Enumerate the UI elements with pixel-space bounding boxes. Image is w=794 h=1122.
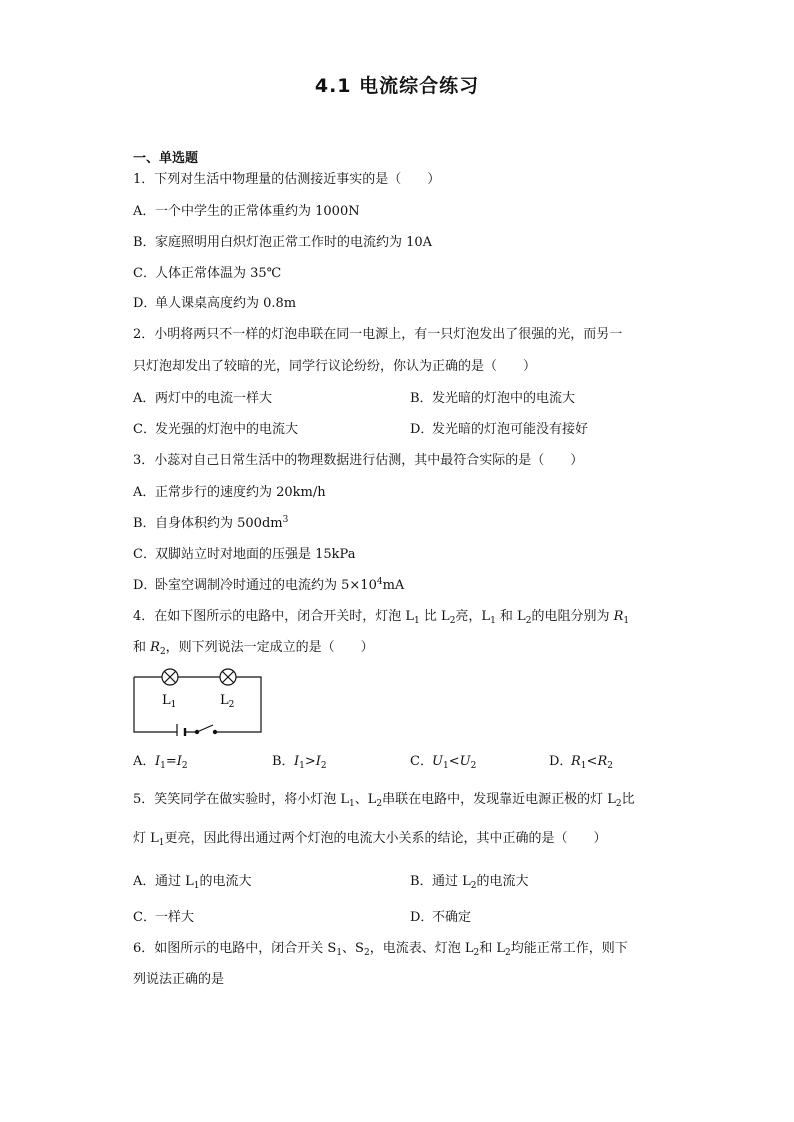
subscript: 1 xyxy=(442,761,449,771)
option-label: A． xyxy=(133,754,156,769)
q4-option-b[interactable] xyxy=(272,754,327,770)
stem-text: 比 xyxy=(621,792,635,807)
option-label: A． xyxy=(133,874,156,889)
lamp-l1-label: $L_1$ xyxy=(162,693,177,710)
subscript: 1 xyxy=(490,616,496,626)
option-text: 的电流大 xyxy=(476,874,529,889)
subscript: 2 xyxy=(320,761,327,771)
stem-text: 和 L xyxy=(495,609,526,624)
subscript: 1 xyxy=(336,948,343,958)
subscript: 2 xyxy=(504,948,511,958)
subscript: 2 xyxy=(473,948,480,958)
superscript: 3 xyxy=(282,515,289,525)
stem-text: 、S xyxy=(342,941,364,956)
option-text: 人体正常体温为 35℃ xyxy=(155,266,282,281)
question-4-stem-line-1 xyxy=(133,609,629,625)
stem-text: 5．笑笑同学在做实验时，将小灯泡 L xyxy=(133,792,350,807)
option-unit: mA xyxy=(382,578,405,593)
subscript: 2 xyxy=(470,881,477,891)
q5-option-b[interactable] xyxy=(410,874,529,890)
subscript: 1 xyxy=(193,881,200,891)
option-label: D． xyxy=(133,296,157,311)
option-label: D． xyxy=(410,422,434,437)
superscript: 4 xyxy=(376,577,383,587)
option-label: A． xyxy=(133,204,156,219)
option-label: B． xyxy=(133,516,156,531)
battery-icon xyxy=(177,724,185,736)
subscript: 2 xyxy=(525,616,532,626)
variable: R xyxy=(150,640,160,655)
lamp-l2-icon xyxy=(220,669,236,685)
option-text: 卧室空调制冷时通过的电流约为 5×10 xyxy=(155,578,377,593)
option-label: A． xyxy=(133,485,156,500)
option-label: B． xyxy=(410,391,433,406)
q5-option-c[interactable] xyxy=(133,910,194,926)
subscript: 2 xyxy=(181,761,188,771)
option-label: D． xyxy=(133,578,157,593)
q5-option-a[interactable] xyxy=(133,874,252,890)
variable: I xyxy=(155,754,161,769)
stem-text: ，电流表、灯泡 L xyxy=(369,941,474,956)
q4-option-c[interactable] xyxy=(410,754,476,770)
variable: I xyxy=(176,754,182,769)
q2-option-c[interactable] xyxy=(133,422,298,438)
option-text: 不确定 xyxy=(432,910,472,925)
option-label: C． xyxy=(133,422,156,437)
stem-text: 比 L xyxy=(419,609,450,624)
subscript: 1 xyxy=(580,761,587,771)
q1-option-a[interactable] xyxy=(133,204,360,220)
q4-option-d[interactable] xyxy=(549,754,613,770)
subscript: 2 xyxy=(470,761,477,771)
option-label: C． xyxy=(133,910,156,925)
option-label: D． xyxy=(549,754,573,769)
stem-text: 、L xyxy=(354,792,377,807)
option-text: 通过 L xyxy=(155,874,194,889)
operator: < xyxy=(586,754,598,769)
subscript: 2 xyxy=(607,761,613,771)
question-6-stem-line-2: 列说法正确的是 xyxy=(133,972,225,987)
stem-text: 均能正常工作，则下 xyxy=(510,941,628,956)
stem-text: ，则下列说法一定成立的是（ ） xyxy=(165,640,374,655)
option-label: C． xyxy=(133,547,156,562)
operator: = xyxy=(165,754,177,769)
operator: > xyxy=(304,754,316,769)
variable: I xyxy=(294,754,300,769)
q3-option-d[interactable] xyxy=(133,578,404,594)
q3-option-a[interactable] xyxy=(133,485,326,501)
option-text: 单人课桌高度约为 0.8m xyxy=(155,296,297,311)
variable: R xyxy=(597,754,608,769)
q4-option-a[interactable] xyxy=(133,754,188,770)
q5-option-d[interactable] xyxy=(410,910,471,926)
stem-text: 亮，L xyxy=(455,609,491,624)
option-text: 一样大 xyxy=(155,910,195,925)
stem-text: 更亮，因此得出通过两个灯泡的电流大小关系的结论，其中正确的是（ ） xyxy=(164,831,607,846)
subscript: 2 xyxy=(159,647,166,657)
stem-text: 的电阻分别为 xyxy=(531,609,614,624)
option-text: 的电流大 xyxy=(199,874,252,889)
option-text: 一个中学生的正常体重约为 1000N xyxy=(155,204,360,219)
option-text: 发光强的灯泡中的电流大 xyxy=(155,422,299,437)
question-3-stem: 3．小蕊对自己日常生活中的物理数据进行估测，其中最符合实际的是（ ） xyxy=(133,453,584,468)
variable: R xyxy=(613,609,624,624)
section-heading: 一、单选题 xyxy=(133,151,199,166)
q2-option-b[interactable] xyxy=(410,391,575,407)
variable: I xyxy=(315,754,321,769)
option-label: B． xyxy=(410,874,433,889)
q1-option-b[interactable] xyxy=(133,235,432,251)
subscript: 2 xyxy=(449,616,456,626)
subscript: 1 xyxy=(349,799,355,809)
question-5-stem-line-1 xyxy=(133,792,635,808)
option-text: 发光暗的灯泡中的电流大 xyxy=(432,391,576,406)
stem-text: 和 L xyxy=(479,941,505,956)
stem-text: 灯 L xyxy=(133,831,159,846)
option-text: 自身体积约为 500dm xyxy=(155,516,283,531)
q3-option-c[interactable] xyxy=(133,547,355,563)
stem-text: 和 xyxy=(133,640,151,655)
lamp-l1-icon xyxy=(162,669,178,685)
subscript: 1 xyxy=(158,838,165,848)
lamp-l2-label: $L_2$ xyxy=(220,693,235,710)
variable: R xyxy=(571,754,581,769)
stem-text: 6．如图所示的电路中，闭合开关 S xyxy=(133,941,337,956)
q1-option-d[interactable] xyxy=(133,296,296,312)
question-6-stem-line-1 xyxy=(133,941,628,957)
question-2-stem-line-2: 只灯泡却发出了较暗的光，同学行议论纷纷，你认为正确的是（ ） xyxy=(133,359,537,374)
option-text: 正常步行的速度约为 20km/h xyxy=(155,485,326,500)
q3-option-b[interactable] xyxy=(133,516,288,532)
option-text: 家庭照明用白炽灯泡正常工作时的电流约为 10A xyxy=(155,235,433,250)
option-label: C． xyxy=(133,266,156,281)
q2-option-d[interactable] xyxy=(410,422,588,438)
stem-text: 串联在电路中，发现靠近电源正极的灯 L xyxy=(382,792,616,807)
circuit-wires xyxy=(134,677,261,732)
operator: < xyxy=(448,754,460,769)
option-label: B． xyxy=(272,754,295,769)
question-4-stem-line-2 xyxy=(133,640,374,656)
subscript: 2 xyxy=(615,799,622,809)
q1-option-c[interactable] xyxy=(133,266,281,282)
stem-text: 4．在如下图所示的电路中，闭合开关时，灯泡 L xyxy=(133,609,415,624)
option-text: 双脚站立时对地面的压强是 15kPa xyxy=(155,547,356,562)
subscript: 1 xyxy=(160,761,166,771)
switch-icon xyxy=(195,725,216,734)
series-circuit-diagram xyxy=(133,668,263,736)
variable: U xyxy=(459,754,471,769)
option-text: 通过 L xyxy=(432,874,471,889)
q2-option-a[interactable] xyxy=(133,391,272,407)
subscript: 1 xyxy=(623,616,630,626)
option-text: 两灯中的电流一样大 xyxy=(155,391,273,406)
subscript: 2 xyxy=(376,799,383,809)
subscript: 1 xyxy=(414,616,420,626)
page-title: 4.1 电流综合练习 xyxy=(314,75,480,97)
option-label: A． xyxy=(133,391,156,406)
variable: U xyxy=(432,754,443,769)
option-label: B． xyxy=(133,235,156,250)
subscript: 2 xyxy=(363,948,370,958)
question-2-stem-line-1: 2．小明将两只不一样的灯泡串联在同一电源上，有一只灯泡发出了很强的光，而另一 xyxy=(133,327,623,342)
option-label: C． xyxy=(410,754,433,769)
question-1-stem: 1．下列对生活中物理量的估测接近事实的是（ ） xyxy=(133,172,441,187)
question-5-stem-line-2 xyxy=(133,831,607,847)
option-text: 发光暗的灯泡可能没有接好 xyxy=(432,422,589,437)
subscript: 1 xyxy=(299,761,305,771)
option-label: D． xyxy=(410,910,434,925)
